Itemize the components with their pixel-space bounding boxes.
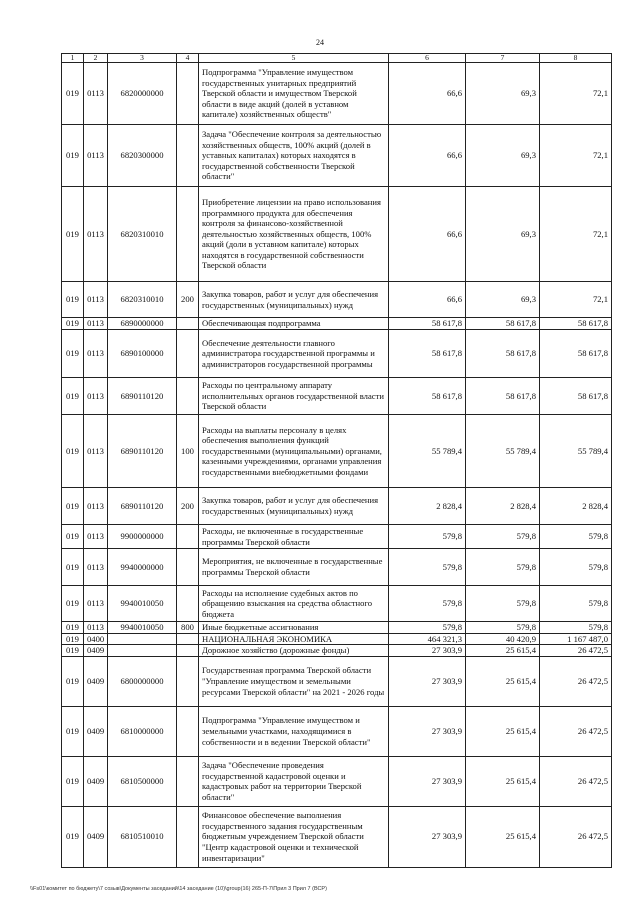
target-article-cell: 6810500000: [108, 756, 177, 806]
column-number: 8: [540, 54, 612, 63]
amount-year1-cell: 66,6: [389, 125, 466, 187]
section-code-cell: 0113: [84, 63, 108, 125]
target-article-cell: 6810000000: [108, 706, 177, 756]
admin-code-cell: 019: [62, 586, 84, 622]
amount-year2-cell: 69,3: [466, 63, 540, 125]
section-code-cell: 0113: [84, 282, 108, 318]
description-cell: Иные бюджетные ассигнования: [199, 622, 389, 634]
column-number: 4: [177, 54, 199, 63]
section-code-cell: 0113: [84, 415, 108, 488]
target-article-cell: 9940010050: [108, 586, 177, 622]
amount-year2-cell: 25 615,4: [466, 645, 540, 657]
amount-year1-cell: 66,6: [389, 63, 466, 125]
table-row: [62, 706, 612, 756]
amount-year1-cell: 2 828,4: [389, 488, 466, 525]
column-number: 1: [62, 54, 84, 63]
table-row: [62, 125, 612, 187]
amount-year1-cell: 58 617,8: [389, 378, 466, 415]
section-code-cell: 0409: [84, 806, 108, 867]
table-row: [62, 622, 612, 634]
expense-type-cell: [177, 706, 199, 756]
amount-year2-cell: 69,3: [466, 125, 540, 187]
amount-year2-cell: 25 615,4: [466, 706, 540, 756]
table-row: [62, 330, 612, 378]
amount-year1-cell: 27 303,9: [389, 656, 466, 706]
amount-year3-cell: 579,8: [540, 549, 612, 586]
expense-type-cell: [177, 525, 199, 549]
expense-type-cell: 200: [177, 282, 199, 318]
table-row: [62, 525, 612, 549]
section-code-cell: 0113: [84, 525, 108, 549]
target-article-cell: 9900000000: [108, 525, 177, 549]
amount-year3-cell: 72,1: [540, 187, 612, 282]
description-cell: Закупка товаров, работ и услуг для обеспечения государственных (муниципальных) нужд: [199, 488, 389, 525]
amount-year3-cell: 2 828,4: [540, 488, 612, 525]
description-cell: Обеспечение деятельности главного администратора государственной программы и администраторов государственной программы: [199, 330, 389, 378]
amount-year2-cell: 579,8: [466, 586, 540, 622]
column-number-row: [62, 54, 612, 63]
description-cell: Подпрограмма "Управление имуществом и земельными участками, находящимися в собственности и в ведении Тверской области": [199, 706, 389, 756]
expense-type-cell: [177, 187, 199, 282]
admin-code-cell: 019: [62, 187, 84, 282]
target-article-cell: 6820310010: [108, 282, 177, 318]
target-article-cell: 6890110120: [108, 488, 177, 525]
amount-year1-cell: 58 617,8: [389, 330, 466, 378]
expense-type-cell: [177, 378, 199, 415]
table-row: [62, 806, 612, 867]
description-cell: Мероприятия, не включенные в государственные программы Тверской области: [199, 549, 389, 586]
expense-type-cell: [177, 125, 199, 187]
page-number: 24: [316, 38, 324, 47]
table-row: [62, 415, 612, 488]
amount-year3-cell: 26 472,5: [540, 756, 612, 806]
admin-code-cell: 019: [62, 806, 84, 867]
expense-type-cell: 800: [177, 622, 199, 634]
expense-type-cell: 100: [177, 415, 199, 488]
table-row: [62, 645, 612, 657]
section-code-cell: 0113: [84, 622, 108, 634]
section-code-cell: 0113: [84, 488, 108, 525]
description-cell: Расходы на выплаты персоналу в целях обеспечения выполнения функций государственными (муниципальными) органами, казенными учреждениями, органами управления государственными внебюджетными фондами: [199, 415, 389, 488]
admin-code-cell: 019: [62, 125, 84, 187]
section-code-cell: 0400: [84, 633, 108, 645]
description-cell: Обеспечивающая подпрограмма: [199, 318, 389, 330]
target-article-cell: [108, 633, 177, 645]
amount-year1-cell: 27 303,9: [389, 645, 466, 657]
amount-year2-cell: 25 615,4: [466, 756, 540, 806]
amount-year3-cell: 58 617,8: [540, 330, 612, 378]
description-cell: Задача "Обеспечение проведения государственной кадастровой оценки и кадастровых работ на территории Тверской области": [199, 756, 389, 806]
description-cell: Подпрограмма "Управление имуществом государственных унитарных предприятий Тверской области и имуществом Тверской области в виде акций (долей в уставном капитале) хозяйственных обществ": [199, 63, 389, 125]
admin-code-cell: 019: [62, 63, 84, 125]
amount-year1-cell: 27 303,9: [389, 806, 466, 867]
admin-code-cell: 019: [62, 549, 84, 586]
table-row: [62, 63, 612, 125]
amount-year2-cell: 579,8: [466, 549, 540, 586]
target-article-cell: 6890110120: [108, 378, 177, 415]
amount-year3-cell: 26 472,5: [540, 645, 612, 657]
section-code-cell: 0409: [84, 756, 108, 806]
amount-year2-cell: 2 828,4: [466, 488, 540, 525]
section-code-cell: 0113: [84, 187, 108, 282]
section-code-cell: 0113: [84, 378, 108, 415]
section-code-cell: 0113: [84, 330, 108, 378]
section-code-cell: 0113: [84, 125, 108, 187]
amount-year1-cell: 55 789,4: [389, 415, 466, 488]
amount-year1-cell: 66,6: [389, 187, 466, 282]
budget-table: [61, 53, 612, 868]
amount-year2-cell: 69,3: [466, 187, 540, 282]
section-code-cell: 0113: [84, 318, 108, 330]
admin-code-cell: 019: [62, 525, 84, 549]
amount-year1-cell: 579,8: [389, 549, 466, 586]
amount-year1-cell: 464 321,3: [389, 633, 466, 645]
table-row: [62, 488, 612, 525]
amount-year3-cell: 58 617,8: [540, 318, 612, 330]
admin-code-cell: 019: [62, 330, 84, 378]
admin-code-cell: 019: [62, 756, 84, 806]
target-article-cell: 9940010050: [108, 622, 177, 634]
table-row: [62, 187, 612, 282]
column-number: 3: [108, 54, 177, 63]
description-cell: Расходы, не включенные в государственные программы Тверской области: [199, 525, 389, 549]
amount-year3-cell: 58 617,8: [540, 378, 612, 415]
description-cell: Закупка товаров, работ и услуг для обеспечения государственных (муниципальных) нужд: [199, 282, 389, 318]
table-row: [62, 282, 612, 318]
description-cell: Финансовое обеспечение выполнения государственного задания государственным бюджетным учреждением Тверской области "Центр кадастровой оценки и технической инвентаризации": [199, 806, 389, 867]
admin-code-cell: 019: [62, 656, 84, 706]
amount-year2-cell: 40 420,9: [466, 633, 540, 645]
amount-year3-cell: 26 472,5: [540, 656, 612, 706]
amount-year2-cell: 25 615,4: [466, 656, 540, 706]
amount-year3-cell: 1 167 487,0: [540, 633, 612, 645]
table-row: [62, 756, 612, 806]
admin-code-cell: 019: [62, 378, 84, 415]
expense-type-cell: [177, 63, 199, 125]
amount-year2-cell: 58 617,8: [466, 378, 540, 415]
description-cell: Дорожное хозяйство (дорожные фонды): [199, 645, 389, 657]
admin-code-cell: 019: [62, 318, 84, 330]
description-cell: Задача "Обеспечение контроля за деятельностью хозяйственных обществ, 100% акций (долей в уставных капиталах) которых находятся в государственной собственности Тверской области": [199, 125, 389, 187]
expense-type-cell: [177, 756, 199, 806]
expense-type-cell: [177, 586, 199, 622]
target-article-cell: 9940000000: [108, 549, 177, 586]
amount-year1-cell: 579,8: [389, 622, 466, 634]
column-number: 2: [84, 54, 108, 63]
amount-year3-cell: 26 472,5: [540, 706, 612, 756]
section-code-cell: 0409: [84, 645, 108, 657]
expense-type-cell: [177, 656, 199, 706]
amount-year2-cell: 579,8: [466, 622, 540, 634]
amount-year1-cell: 579,8: [389, 525, 466, 549]
table-row: [62, 318, 612, 330]
target-article-cell: 6820300000: [108, 125, 177, 187]
admin-code-cell: 019: [62, 282, 84, 318]
amount-year1-cell: 579,8: [389, 586, 466, 622]
file-path-footer: \\Fs01\комитет по бюджету\7 созыв\Документы заседаний\14 заседание (10)\group(16) 265-П-7\Прил 3 Прил 7 (ВСР): [30, 886, 327, 892]
target-article-cell: 6800000000: [108, 656, 177, 706]
column-number: 5: [199, 54, 389, 63]
amount-year3-cell: 26 472,5: [540, 806, 612, 867]
section-code-cell: 0409: [84, 706, 108, 756]
description-cell: НАЦИОНАЛЬНАЯ ЭКОНОМИКА: [199, 633, 389, 645]
amount-year3-cell: 72,1: [540, 125, 612, 187]
target-article-cell: 6820000000: [108, 63, 177, 125]
admin-code-cell: 019: [62, 706, 84, 756]
description-cell: Расходы по центральному аппарату исполнительных органов государственной власти Тверской области: [199, 378, 389, 415]
amount-year2-cell: 58 617,8: [466, 330, 540, 378]
amount-year2-cell: 58 617,8: [466, 318, 540, 330]
target-article-cell: 6890000000: [108, 318, 177, 330]
amount-year1-cell: 58 617,8: [389, 318, 466, 330]
admin-code-cell: 019: [62, 622, 84, 634]
amount-year3-cell: 579,8: [540, 586, 612, 622]
amount-year2-cell: 25 615,4: [466, 806, 540, 867]
table-row: [62, 586, 612, 622]
amount-year3-cell: 55 789,4: [540, 415, 612, 488]
column-number: 6: [389, 54, 466, 63]
amount-year1-cell: 27 303,9: [389, 756, 466, 806]
amount-year2-cell: 55 789,4: [466, 415, 540, 488]
target-article-cell: 6890100000: [108, 330, 177, 378]
expense-type-cell: [177, 318, 199, 330]
admin-code-cell: 019: [62, 415, 84, 488]
section-code-cell: 0113: [84, 586, 108, 622]
amount-year1-cell: 66,6: [389, 282, 466, 318]
section-code-cell: 0409: [84, 656, 108, 706]
admin-code-cell: 019: [62, 633, 84, 645]
column-number: 7: [466, 54, 540, 63]
amount-year1-cell: 27 303,9: [389, 706, 466, 756]
target-article-cell: [108, 645, 177, 657]
table-row: [62, 378, 612, 415]
expense-type-cell: [177, 633, 199, 645]
admin-code-cell: 019: [62, 645, 84, 657]
target-article-cell: 6810510010: [108, 806, 177, 867]
expense-type-cell: [177, 645, 199, 657]
description-cell: Приобретение лицензии на право использования программного продукта для обеспечения контроля за финансово-хозяйственной деятельностью хозяйственных обществ, 100% акций (доли в уставном капитале) которых находятся в государственной собственности Тверской области: [199, 187, 389, 282]
expense-type-cell: [177, 330, 199, 378]
amount-year3-cell: 72,1: [540, 282, 612, 318]
target-article-cell: 6820310010: [108, 187, 177, 282]
amount-year2-cell: 69,3: [466, 282, 540, 318]
section-code-cell: 0113: [84, 549, 108, 586]
table-row: [62, 549, 612, 586]
amount-year3-cell: 72,1: [540, 63, 612, 125]
description-cell: Расходы на исполнение судебных актов по обращению взыскания на средства областного бюджета: [199, 586, 389, 622]
expense-type-cell: [177, 549, 199, 586]
table-row: [62, 633, 612, 645]
target-article-cell: 6890110120: [108, 415, 177, 488]
expense-type-cell: 200: [177, 488, 199, 525]
amount-year3-cell: 579,8: [540, 525, 612, 549]
description-cell: Государственная программа Тверской области "Управление имуществом и земельными ресурсами Тверской области" на 2021 - 2026 годы: [199, 656, 389, 706]
expense-type-cell: [177, 806, 199, 867]
amount-year3-cell: 579,8: [540, 622, 612, 634]
admin-code-cell: 019: [62, 488, 84, 525]
amount-year2-cell: 579,8: [466, 525, 540, 549]
table-row: [62, 656, 612, 706]
